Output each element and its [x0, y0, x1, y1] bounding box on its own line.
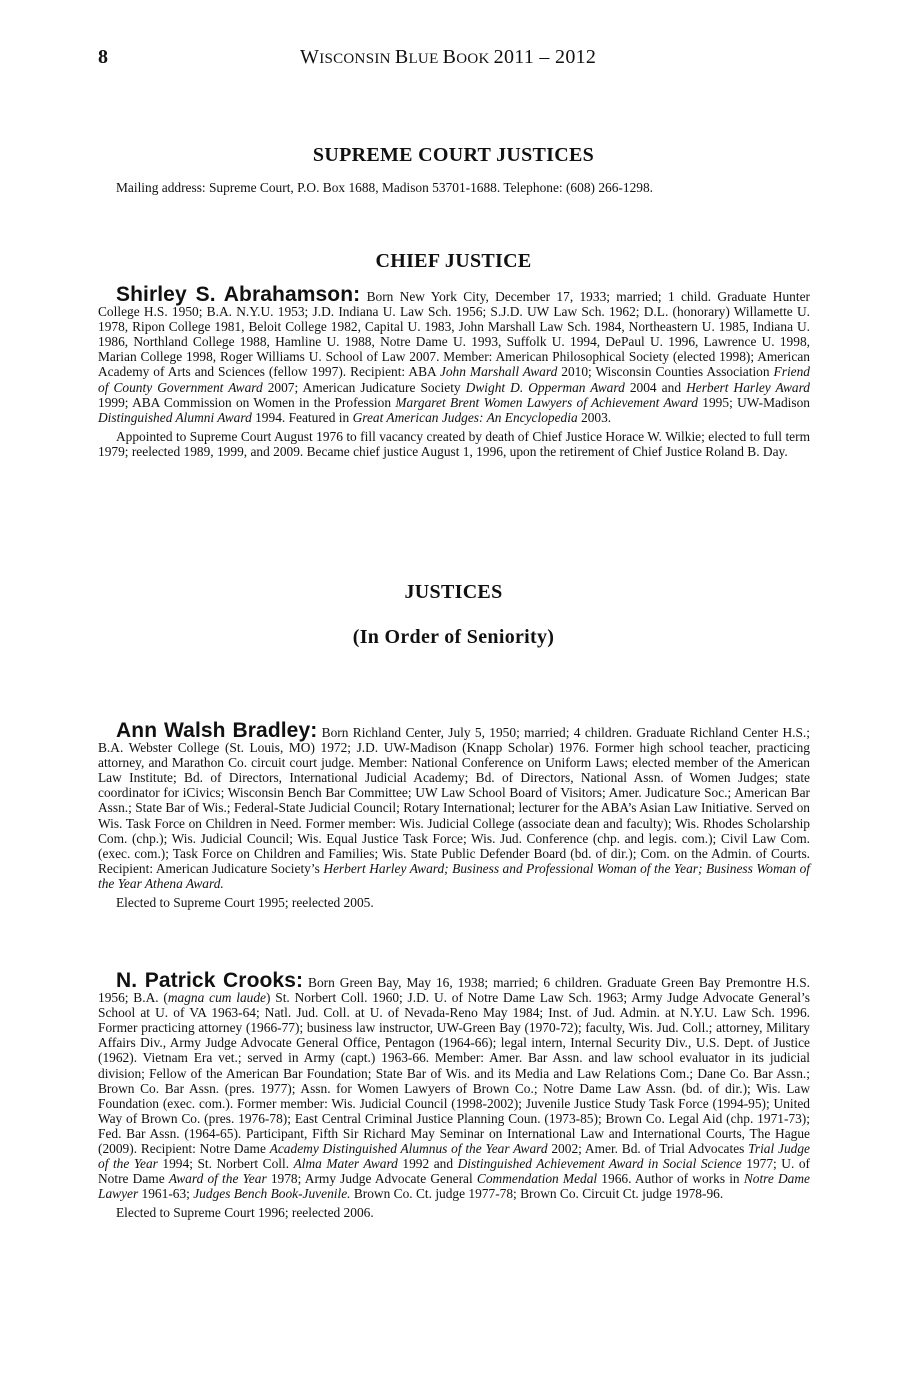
bio-text-run: 2003.	[577, 409, 612, 425]
justice-service: Elected to Supreme Court 1995; reelected 2005.	[116, 895, 374, 911]
bio-text-run: 1994; St. Norbert Coll.	[157, 1156, 294, 1172]
italic-title: Great American Judges: An Encyclopedia	[352, 409, 578, 425]
chief-justice-title: CHIEF JUSTICE	[375, 250, 532, 272]
italic-title: Distinguished Achievement Award in Social Science	[457, 1156, 742, 1172]
bio-text-run: 2004 and	[624, 379, 687, 395]
bio-text	[98, 289, 810, 425]
running-head-part: W	[300, 46, 320, 68]
supreme-court-title: SUPREME COURT JUSTICES	[312, 144, 595, 166]
bio-text-run: 2007; American Judicature Society	[262, 379, 466, 395]
running-head	[300, 46, 596, 69]
running-head-part: LUE	[408, 51, 443, 67]
justices-title: JUSTICES	[404, 581, 503, 603]
justice-name: N. Patrick Crooks:	[116, 969, 304, 992]
italic-title: Notre Dame Lawyer	[98, 1171, 810, 1202]
bio-text-run: 1978; Army Judge Advocate General	[266, 1171, 477, 1187]
justice-service: Elected to Supreme Court 1996; reelected 2006.	[116, 1205, 374, 1221]
bio-text	[98, 725, 810, 891]
italic-title: Academy Distinguished Alumnus of the Year Award	[269, 1141, 548, 1157]
italic-title: Margaret Brent Women Lawyers of Achievement Award	[395, 394, 698, 410]
running-head-part: ISCONSIN	[319, 51, 395, 67]
justice-name: Ann Walsh Bradley:	[116, 719, 318, 742]
mailing-address: Mailing address: Supreme Court, P.O. Box 1688, Madison 53701-1688. Telephone: (608) 266-1298.	[116, 180, 653, 195]
bio-text-run: 1977; U. of Notre Dame	[98, 1156, 810, 1187]
italic-title: Award of the Year	[168, 1171, 267, 1187]
italic-title: Distinguished Alumni Award	[98, 409, 252, 425]
bio-text	[98, 975, 810, 1201]
chief-justice-service: Appointed to Supreme Court August 1976 to fill vacancy created by death of Chief Justice Horace W. Wilkie; elected to full term 1979; reelected 1989, 1999, and 2009. Became chief justice August 1, 1996, upon the retirement of Chief Justice Roland B. Day.	[98, 428, 810, 459]
bio-text-run: 1999; ABA Commission on Women in the Profession	[98, 394, 396, 410]
running-head-part: B	[442, 46, 457, 68]
italic-title: magna cum laude	[167, 990, 266, 1006]
bio-text-run: Born New York City, December 17, 1933; married; 1 child. Graduate Hunter College H.S. 1950; B.A. N.Y.U. 1953; J.D. Indiana U. Law Sch. 1956; S.J.D. UW Law Sch. 1962; D.L. (honorary) Willamette U. 1978, Ripon College 1981, Beloit College 1982, Capital U. 1983, John Marshall Law Sch. 1984, Northeastern U. 1985, Indiana U. 1986, Northland College 1988, Hamline U. 1988, Notre Dame U. 1993, Suffolk U. 1994, DePaul U. 1996, Lawrence U. 1998, Marian College 1998, Roger Williams U. School of Law 2007. Member: American Philosophical Society (elected 1998); American Academy of Arts and Sciences (fellow 1997). Recipient: ABA	[98, 289, 810, 380]
chief-justice-bio	[98, 283, 811, 425]
bio-text-run: 1992 and	[397, 1156, 458, 1172]
italic-title: Commendation Medal	[476, 1171, 598, 1187]
justice-bio	[98, 719, 810, 891]
bio-text-run: 2010; Wisconsin Counties Association	[557, 364, 774, 380]
justices-subtitle: (In Order of Seniority)	[352, 626, 555, 648]
bio-text-run: 1994. Featured in	[251, 409, 353, 425]
justice-entry	[98, 719, 810, 911]
justice-entry	[98, 969, 810, 1221]
page-number: 8	[98, 46, 108, 68]
bio-text-run: Born Richland Center, July 5, 1950; married; 4 children. Graduate Richland Center H.S.; B.A. Webster College (St. Louis, MO) 1972; J.D. UW-Madison (Knapp Scholar) 1976. Former high school teacher, practicing attorney, and Marathon Co. circuit court judge. Member: National Conference on Uniform Laws; elected member of the American Law Institute; Bd. of Directors, International Judicial Academy; Bd. of Directors, National Assn. of Women Judges; state coordinator for iCivics; Wisconsin Bench Bar Committee; UW Law School Board of Visitors; Amer. Judicature Soc.; American Bar Assn.; State Bar of Wis.; Federal-State Judicial Council; Rotary International; lecturer for the ABA’s Asian Law Initiative. Served on Wis. Task Force on Children in Need. Former member: Wis. Judicial College (associate dean and faculty); Wis. Rhodes Scholarship Com. (chp.); Wis. Judicial Council; Wis. Equal Justice Task Force; Wis. Jud. Conference (chp. and legis. com.); Civil Law Com. (exec. com.); Task Force on Children and Families; Wis. State Public Defender Board (bd. of dir.); Com. on the Admin. of Courts. Recipient: American Judicature Society’s	[98, 725, 810, 876]
italic-title: Herbert Harley Award	[686, 379, 810, 395]
bio-text-run: 2002; Amer. Bd. of Trial Advocates	[547, 1141, 749, 1157]
italic-title: Herbert Harley Award; Business and Professional Woman of the Year; Business Woman of the Year Athena Award.	[98, 860, 810, 891]
italic-title: Trial Judge of the Year	[98, 1141, 810, 1172]
justice-name: Shirley S. Abrahamson:	[116, 283, 361, 306]
italic-title: Judges Bench Book-Juvenile.	[193, 1186, 351, 1202]
running-head-part: 2011 – 2012	[493, 46, 597, 68]
justice-bio	[98, 969, 810, 1202]
italic-title: John Marshall Award	[439, 364, 558, 380]
italic-title: Friend of County Government Award	[98, 364, 810, 395]
bio-text-run: Born Green Bay, May 16, 1938; married; 6 children. Graduate Green Bay Premontre H.S. 1956; B.A. (	[98, 975, 810, 1006]
italic-title: Alma Mater Award	[293, 1156, 398, 1172]
italic-title: Dwight D. Opperman Award	[465, 379, 625, 395]
bio-text-run: ) St. Norbert Coll. 1960; J.D. U. of Notre Dame Law Sch. 1963; Army Judge Advocate General’s School at U. of VA 1963-64; Natl. Jud. Coll. at U. of Nevada-Reno May 1984; Inst. of Jud. Admin. at N.Y.U. Law Sch. 1996. Former practicing attorney (1966-77); business law instructor, UW-Green Bay (1970-72); faculty, Wis. Jud. Coll.; attorney, Military Affairs Div., Army Judge Advocate General Office, Pentagon (1964-66); legal intern, Internal Security Div., U.S. Dept. of Justice (1962). Vietnam Era vet.; served in Army (capt.) 1963-66. Member: Amer. Bar Assn. and law school evaluator in its judicial division; Fellow of the American Bar Foundation; State Bar of Wis. and its Media and Law Relations Com.; Dane Co. Bar Assn.; Brown Co. Bar Assn. (pres. 1977); Assn. for Women Lawyers of Brown Co.; Notre Dame Law Assn. (bd. of dir.); Wis. Law Foundation (exec. com.). Former member: Wis. Judicial Council (1998-2002); Juvenile Justice Study Task Force (1994-95); United Way of Brown Co. (pres. 1976-78); East Central Criminal Justice Planning Coun. (1973-85); Brown Co. Legal Aid (chp. 1971-73); Fed. Bar Assn. (1964-65). Participant, Fifth Sir Richard May Seminar on International Law and International Courts, The Hague (2009). Recipient: Notre Dame	[98, 990, 810, 1157]
running-head-part: OOK	[456, 51, 494, 67]
bio-text-run: 1995; UW-Madison	[697, 394, 811, 410]
running-head-part: B	[394, 46, 409, 68]
bio-text-run: 1961-63;	[138, 1186, 194, 1202]
bio-text-run: Brown Co. Ct. judge 1977-78; Brown Co. Circuit Ct. judge 1978-96.	[350, 1186, 724, 1202]
bio-text-run: 1966. Author of works in	[597, 1171, 744, 1187]
chief-justice-entry	[98, 283, 811, 459]
